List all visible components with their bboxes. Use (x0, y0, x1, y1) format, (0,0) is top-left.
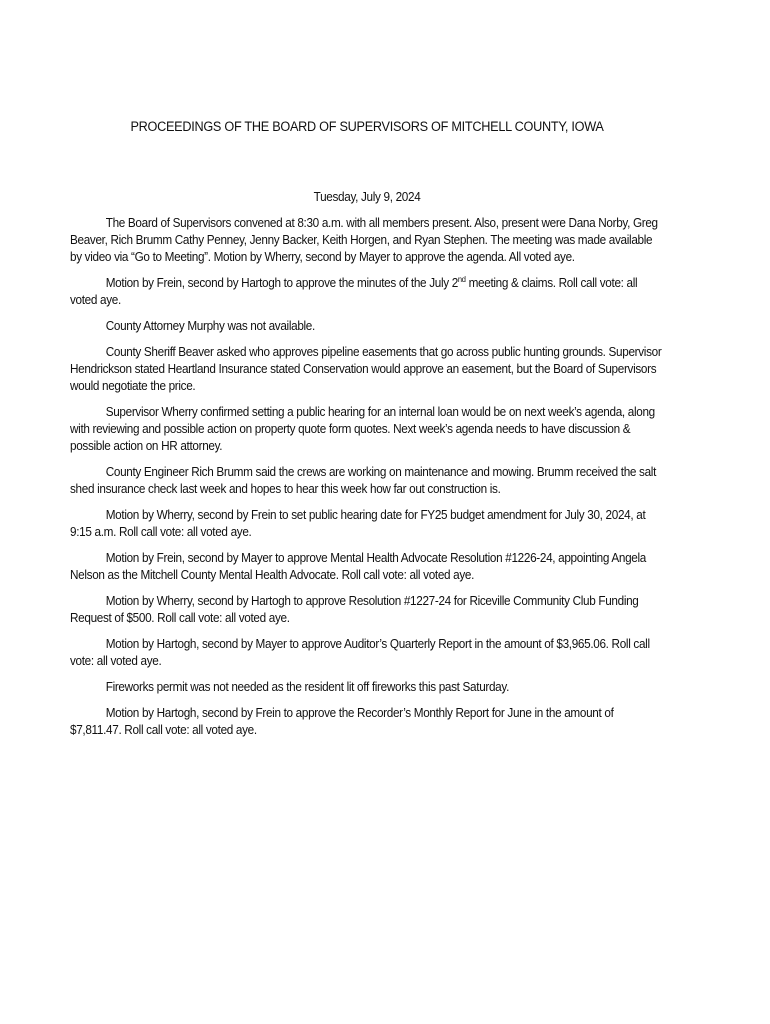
paragraph-supervisor-wherry: Supervisor Wherry confirmed setting a public hearing for an internal loan would be on next week’s agenda, along with reviewing and possible action on property quote form quotes. Next week’s agenda needs to have discussion & possible action on HR attorney. (70, 405, 655, 453)
paragraph-riceville-resolution: Motion by Wherry, second by Hartogh to approve Resolution #1227-24 for Riceville Community Club Funding Request of $500. Roll call vote: all voted aye. (70, 594, 639, 625)
paragraph-convened: The Board of Supervisors convened at 8:30 a.m. with all members present. Also, present were Dana Norby, Greg Beaver, Rich Brumm Cathy Penney, Jenny Backer, Keith Horgen, and Ryan Stephen. The meeting was made available by video via “Go to Meeting”. Motion by Wherry, second by Mayer to approve the agenda. All voted aye. (70, 216, 658, 264)
document-title: PROCEEDINGS OF THE BOARD OF SUPERVISORS OF MITCHELL COUNTY, IOWA (130, 119, 604, 134)
paragraph-budget-hearing: Motion by Wherry, second by Frein to set public hearing date for FY25 budget amendment for July 30, 2024, at 9:15 a.m. Roll call vote: all voted aye. (70, 508, 646, 539)
paragraph-mental-health-resolution: Motion by Frein, second by Mayer to approve Mental Health Advocate Resolution #1226-24, appointing Angela Nelson as the Mitchell County Mental Health Advocate. Roll call vote: all voted aye. (70, 551, 646, 582)
paragraph-county-engineer: County Engineer Rich Brumm said the crews are working on maintenance and mowing. Brumm received the salt shed insurance check last week and hopes to hear this week how far out construction is. (70, 465, 657, 496)
paragraph-auditor-report: Motion by Hartogh, second by Mayer to approve Auditor’s Quarterly Report in the amount of $3,965.06. Roll call vote: all voted aye. (70, 637, 650, 668)
paragraph-minutes-text-before: Motion by Frein, second by Hartogh to approve the minutes of the July 2 (105, 276, 458, 290)
paragraph-fireworks-permit: Fireworks permit was not needed as the resident lit off fireworks this past Saturday. (105, 680, 510, 694)
meeting-date: Tuesday, July 9, 2024 (313, 190, 421, 204)
paragraph-county-attorney: County Attorney Murphy was not available. (105, 319, 315, 333)
paragraph-recorder-report: Motion by Hartogh, second by Frein to approve the Recorder’s Monthly Report for June in the amount of $7,811.47. Roll call vote: all voted aye. (70, 706, 614, 737)
document-page (70, 118, 664, 748)
paragraph-minutes-text-after: meeting & claims. Roll call vote: all voted aye. (70, 276, 638, 307)
paragraph-county-sheriff: County Sheriff Beaver asked who approves pipeline easements that go across public hunting grounds. Supervisor Hendrickson stated Heartland Insurance stated Conservation would approve an easement, but the Board of Supervisors would negotiate the price. (70, 345, 662, 393)
paragraph-minutes-approval (70, 275, 664, 309)
ordinal-suffix: nd (457, 275, 466, 284)
